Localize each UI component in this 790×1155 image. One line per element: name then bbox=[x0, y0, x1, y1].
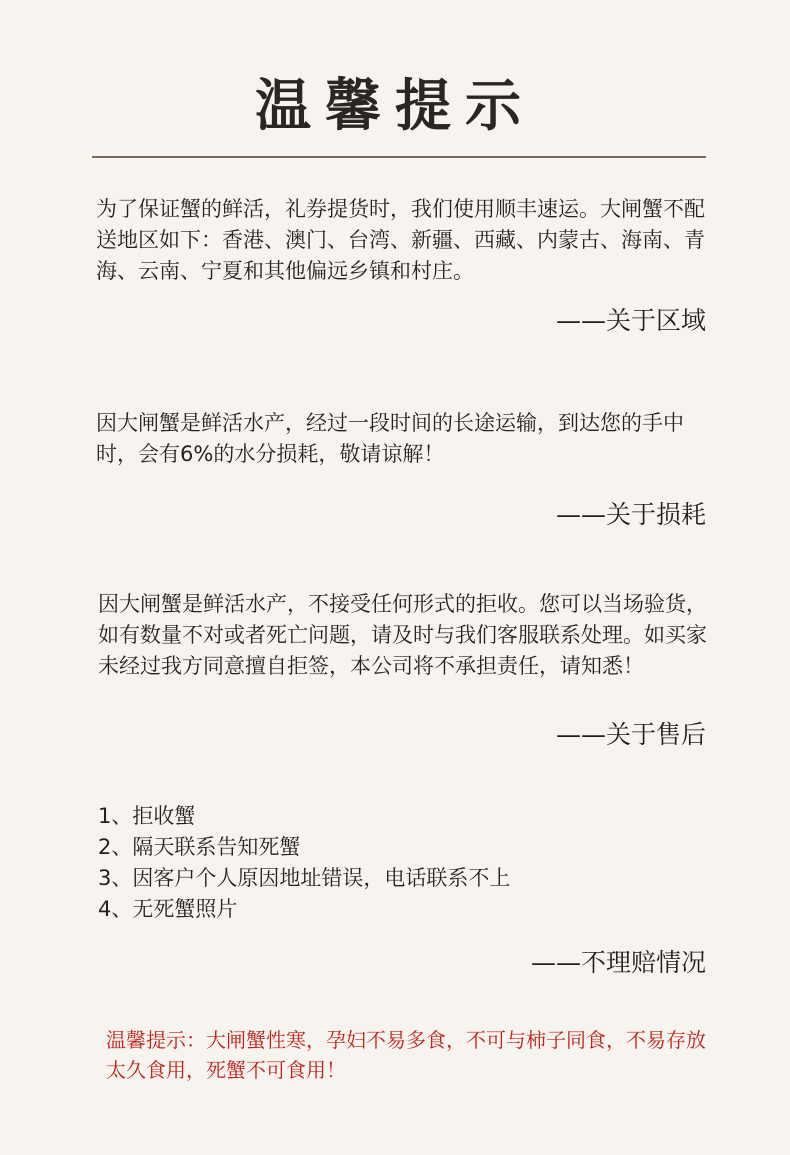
region-signature: ——关于区域 bbox=[555, 306, 706, 335]
title-divider bbox=[92, 156, 706, 158]
no-compensation-signature: ——不理赔情况 bbox=[530, 948, 706, 977]
no-compensation-list bbox=[98, 801, 510, 925]
warning-note: 温馨提示：大闸蟹性寒，孕妇不易多食，不可与柿子同食，不易存放太久食用，死蟹不可食用！ bbox=[106, 1028, 706, 1082]
loss-paragraph: 因大闸蟹是鲜活水产，经过一段时间的长途运输，到达您的手中时，会有6%的水分损耗，敬请谅解！ bbox=[96, 411, 684, 466]
list-item: 2、隔天联系告知死蟹 bbox=[98, 835, 301, 859]
loss-signature: ——关于损耗 bbox=[555, 500, 706, 529]
region-paragraph: 为了保证蟹的鲜活，礼券提货时，我们使用顺丰速运。大闸蟹不配送地区如下：香港、澳门、台湾、新疆、西藏、内蒙古、海南、青海、云南、宁夏和其他偏远乡镇和村庄。 bbox=[96, 197, 705, 283]
page-title: 温馨提示 bbox=[255, 74, 535, 139]
list-item: 3、因客户个人原因地址错误，电话联系不上 bbox=[98, 866, 511, 890]
list-item: 4、无死蟹照片 bbox=[98, 897, 238, 921]
after-sales-signature: ——关于售后 bbox=[555, 720, 706, 749]
after-sales-paragraph: 因大闸蟹是鲜活水产，不接受任何形式的拒收。您可以当场验货，如有数量不对或者死亡问题，请及时与我们客服联系处理。如买家未经过我方同意擅自拒签，本公司将不承担责任，请知悉！ bbox=[98, 592, 707, 678]
list-item: 1、拒收蟹 bbox=[98, 804, 196, 828]
